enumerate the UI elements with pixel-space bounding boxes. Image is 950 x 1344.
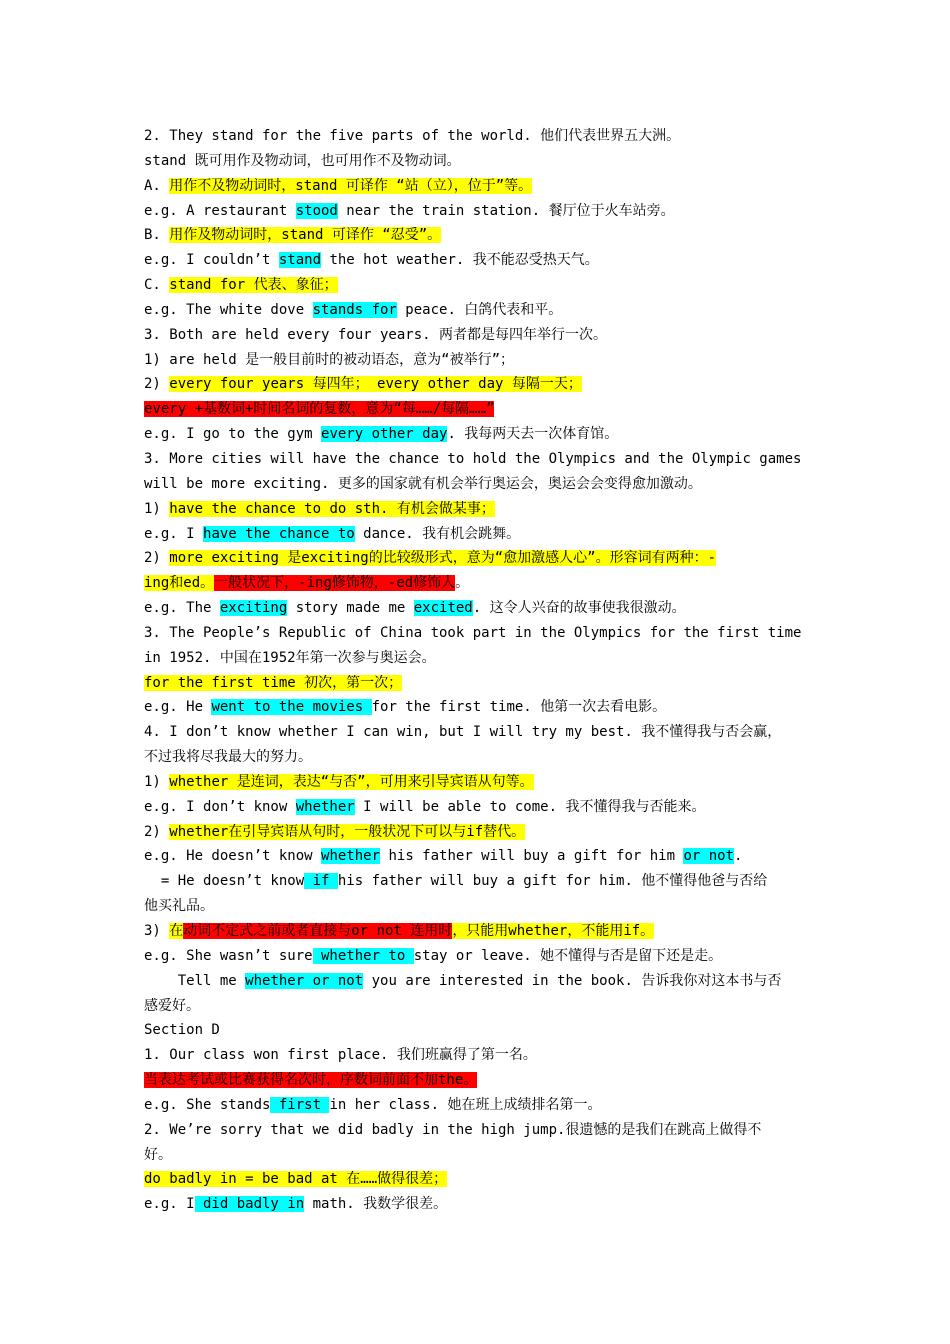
text-segment: = He doesn’t know: [144, 873, 305, 890]
text-segment: e.g. I don’t know: [144, 798, 296, 815]
text-segment: B.: [144, 227, 170, 244]
text-line: [144, 944, 824, 969]
text-line: [144, 695, 824, 720]
text-line: [144, 397, 824, 422]
highlighted-text-yellow: for the first time 初次，第一次；: [144, 674, 403, 691]
text-segment: 1. Our class won first place. 我们班赢得了第一名。: [144, 1047, 537, 1064]
highlighted-text-cyan: every other day: [321, 426, 448, 443]
highlighted-text-yellow: 用作及物动词时，stand 可译作 “忍受”。: [169, 227, 442, 244]
text-line: [144, 1093, 824, 1118]
text-segment: e.g. She wasn’t sure: [144, 947, 313, 964]
text-segment: 2): [144, 823, 170, 840]
text-segment: Tell me: [144, 972, 246, 989]
text-segment: stand 既可用作及物动词，也可用作不及物动词。: [144, 152, 461, 169]
text-segment: e.g. He doesn’t know: [144, 848, 322, 865]
text-segment: 3. The People’s Republic of China took part in the Olympics for the first time: [144, 624, 802, 641]
highlighted-text-cyan: first: [270, 1096, 330, 1113]
text-line: [144, 1143, 824, 1168]
text-line: [144, 571, 824, 596]
text-line: [144, 372, 824, 397]
text-segment: e.g. I couldn’t: [144, 252, 279, 269]
text-segment: 2. They stand for the five parts of the world. 他们代表世界五大洲。: [144, 128, 681, 144]
text-line: [144, 174, 824, 199]
highlighted-text-cyan: went to the movies: [211, 699, 372, 716]
highlighted-text-cyan: stands for: [312, 301, 397, 318]
text-segment: peace. 白鸽代表和平。: [396, 301, 563, 318]
text-line: [144, 745, 824, 770]
text-line: [144, 969, 824, 994]
text-line: [144, 621, 824, 646]
highlighted-text-yellow: stand for 代表、象征；: [169, 277, 338, 294]
text-segment: e.g. The white dove: [144, 301, 313, 318]
text-segment: story made me: [287, 600, 414, 617]
text-segment: Section D: [144, 1022, 220, 1039]
highlighted-text-yellow: 在: [169, 923, 184, 939]
text-line: [144, 844, 824, 869]
text-line: [144, 869, 824, 894]
text-segment: e.g. He: [144, 699, 212, 716]
text-segment: 3. Both are held every four years. 两者都是每四年举行一次。: [144, 326, 608, 343]
text-line: [144, 1068, 824, 1093]
highlighted-text-cyan: stood: [295, 202, 338, 219]
text-line: [144, 1192, 824, 1217]
text-segment: 。: [455, 575, 470, 592]
text-segment: 1): [144, 773, 170, 790]
highlighted-text-red: every +基数词+时间名词的复数，意为“每……/每隔……”: [144, 401, 495, 418]
highlighted-text-cyan: have the chance to: [203, 525, 355, 542]
text-segment: 2. We’re sorry that we did badly in the high jump.很遗憾的是我们在跳高上做得不: [144, 1121, 762, 1138]
text-segment: 3): [144, 923, 170, 939]
text-segment: 3. More cities will have the chance to hold the Olympics and the Olympic games: [144, 450, 802, 467]
document-page: [144, 124, 824, 1217]
highlighted-text-cyan: whether or not: [245, 972, 364, 989]
highlighted-text-yellow: 用作不及物动词时，stand 可译作 “站（立），位于”等。: [169, 177, 533, 194]
text-line: [144, 149, 824, 174]
text-segment: e.g. A restaurant: [144, 202, 296, 219]
text-segment: near the train station. 餐厅位于火车站旁。: [337, 202, 675, 219]
highlighted-text-cyan: whether: [295, 798, 355, 815]
text-segment: e.g. She stands: [144, 1096, 271, 1113]
highlighted-text-red: 动词不定式之前或者直接与or not 连用时: [183, 923, 453, 939]
text-line: [144, 894, 824, 919]
highlighted-text-red: 当表达考试或比赛获得名次时，序数词前面不加the。: [144, 1072, 478, 1089]
text-segment: his father will buy a gift for him: [380, 848, 684, 865]
text-segment: . 我每两天去一次体育馆。: [447, 426, 619, 443]
text-line: [144, 199, 824, 224]
text-segment: his father will buy a gift for him. 他不懂得他爸与否给: [337, 873, 768, 890]
highlighted-text-cyan: or not: [683, 848, 735, 865]
highlighted-text-yellow: do badly in = be bad at 在……做得很差；: [144, 1171, 448, 1188]
text-line: [144, 1018, 824, 1043]
text-segment: 1) are held 是一般目前时的被动语态，意为“被举行”；: [144, 351, 515, 368]
text-line: [144, 546, 824, 571]
text-line: [144, 671, 824, 696]
text-segment: stay or leave. 她不懂得与否是留下还是走。: [413, 947, 723, 964]
text-line: [144, 323, 824, 348]
text-line: [144, 1118, 824, 1143]
highlighted-text-red: 一般状况下，-ing修饰物，-ed修饰人: [214, 575, 456, 592]
highlighted-text-yellow: have the chance to do sth. 有机会做某事；: [169, 500, 495, 517]
text-segment: in her class. 她在班上成绩排名第一。: [329, 1096, 602, 1113]
text-line: [144, 124, 824, 149]
text-segment: you are interested in the book. 告诉我你对这本书与否: [363, 972, 782, 989]
text-segment: 4. I don’t know whether I can win, but I will try my best. 我不懂得我与否会赢，: [144, 724, 782, 741]
text-segment: 1): [144, 500, 170, 517]
highlighted-text-yellow: whether在引导宾语从句时，一般状况下可以与if替代。: [169, 823, 526, 840]
highlighted-text-cyan: did badly in: [194, 1196, 305, 1213]
text-segment: C.: [144, 277, 170, 294]
text-line: [144, 596, 824, 621]
text-line: [144, 298, 824, 323]
highlighted-text-yellow: whether 是连词，表达“与否”，可用来引导宾语从句等。: [169, 773, 534, 790]
text-line: [144, 994, 824, 1019]
text-line: [144, 273, 824, 298]
text-segment: in 1952. 中国在1952年第一次参与奥运会。: [144, 649, 436, 666]
text-line: [144, 820, 824, 845]
text-segment: e.g. The: [144, 600, 220, 617]
text-segment: 2): [144, 376, 170, 393]
highlighted-text-cyan: stand: [278, 252, 322, 269]
text-line: [144, 472, 824, 497]
text-segment: 不过我将尽我最大的努力。: [144, 749, 312, 766]
text-line: [144, 919, 824, 944]
text-line: [144, 447, 824, 472]
text-segment: 他买礼品。: [144, 898, 214, 915]
text-segment: . 这令人兴奋的故事使我很激动。: [472, 600, 686, 617]
text-segment: math. 我数学很差。: [304, 1196, 448, 1213]
text-line: [144, 770, 824, 795]
highlighted-text-yellow: every four years 每四年； every other day 每隔一天；: [169, 376, 582, 393]
text-line: [144, 248, 824, 273]
text-line: [144, 522, 824, 547]
highlighted-text-cyan: excited: [413, 600, 473, 617]
text-segment: I will be able to come. 我不懂得我与否能来。: [354, 798, 706, 815]
text-line: [144, 1167, 824, 1192]
text-line: [144, 223, 824, 248]
text-segment: dance. 我有机会跳舞。: [354, 525, 521, 542]
highlighted-text-cyan: whether to: [312, 947, 414, 964]
text-segment: the hot weather. 我不能忍受热天气。: [321, 252, 599, 269]
text-segment: e.g. I go to the gym: [144, 426, 322, 443]
text-segment: 感爱好。: [144, 997, 200, 1014]
text-segment: for the first time. 他第一次去看电影。: [371, 699, 667, 716]
highlighted-text-cyan: exciting: [219, 600, 288, 617]
text-line: [144, 348, 824, 373]
highlighted-text-cyan: whether: [321, 848, 381, 865]
highlighted-text-cyan: if: [304, 873, 338, 890]
text-segment: 好。: [144, 1146, 172, 1163]
highlighted-text-yellow: ing和ed。: [144, 575, 215, 592]
text-segment: .: [734, 848, 743, 865]
text-line: [144, 720, 824, 745]
text-line: [144, 422, 824, 447]
text-segment: 2): [144, 550, 170, 567]
text-segment: will be more exciting. 更多的国家就有机会举行奥运会，奥运会会变得愈加激动。: [144, 475, 702, 492]
text-segment: A.: [144, 177, 170, 194]
text-line: [144, 1043, 824, 1068]
text-segment: e.g. I: [144, 1196, 195, 1213]
highlighted-text-yellow: more exciting 是exciting的比较级形式，意为“愈加激感人心”。形容词有两种：-: [169, 550, 717, 567]
text-line: [144, 497, 824, 522]
text-line: [144, 795, 824, 820]
text-segment: e.g. I: [144, 525, 204, 542]
highlighted-text-yellow: ，只能用whether，不能用if。: [452, 923, 655, 939]
text-line: [144, 646, 824, 671]
